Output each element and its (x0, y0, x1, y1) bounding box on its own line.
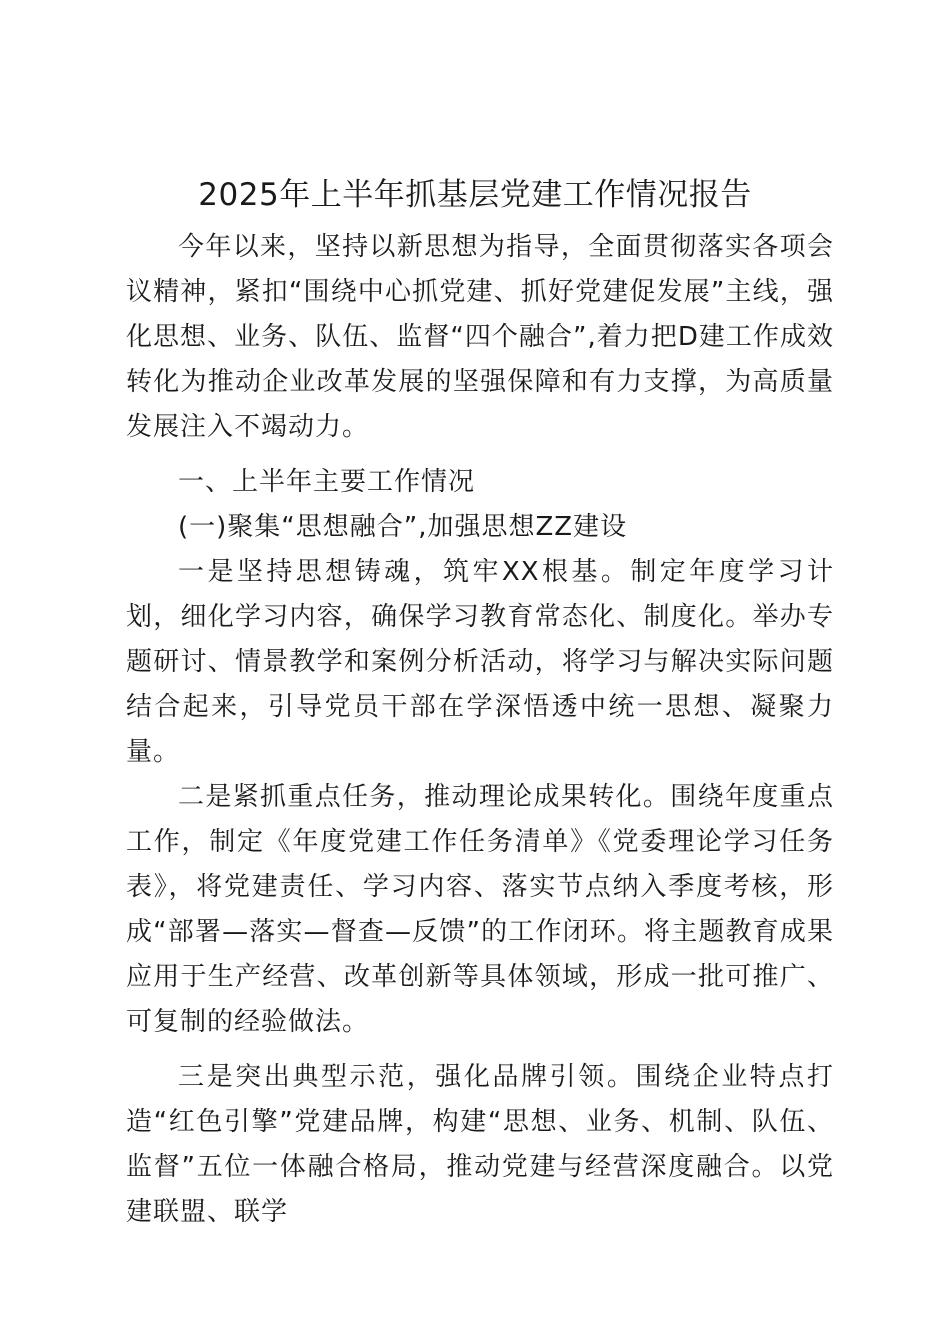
body-paragraph-3: 三是突出典型示范，强化品牌引领。围绕企业特点打造“红色引擎”党建品牌，构建“思想、业务、机制、队伍、监督”五位一体融合格局，推动党建与经营深度融合。以党建联盟、联学 (126, 1062, 834, 1227)
document-title: 2025年上半年抓基层党建工作情况报告 (198, 177, 752, 213)
body-paragraph-2: 二是紧抓重点任务，推动理论成果转化。围绕年度重点工作，制定《年度党建工作任务清单》《党委理论学习任务表》，将党建责任、学习内容、落实节点纳入季度考核，形成“部署—落实—督查—反馈”的工作闭环。将主题教育成果应用于生产经营、改革创新等具体领域，形成一批可推广、可复制的经验做法。 (126, 782, 834, 1037)
section-heading: 一、上半年主要工作情况 (178, 467, 476, 497)
intro-paragraph: 今年以来，坚持以新思想为指导，全面贯彻落实各项会议精神，紧扣“围绕中心抓党建、抓好党建促发展”主线，强化思想、业务、队伍、监督“四个融合”,着力把D建工作成效转化为推动企业改革发展的坚强保障和有力支撑，为高质量发展注入不竭动力。 (126, 232, 834, 442)
document-body (126, 225, 834, 1235)
subsection-heading: (一)聚集“思想融合”,加强思想ZZ建设 (178, 512, 628, 542)
body-paragraph-1: 一是坚持思想铸魂，筑牢XX根基。制定年度学习计划，细化学习内容，确保学习教育常态化、制度化。举办专题研讨、情景教学和案例分析活动，将学习与解决实际问题结合起来，引导党员干部在学深悟透中统一思想、凝聚力量。 (126, 557, 834, 767)
